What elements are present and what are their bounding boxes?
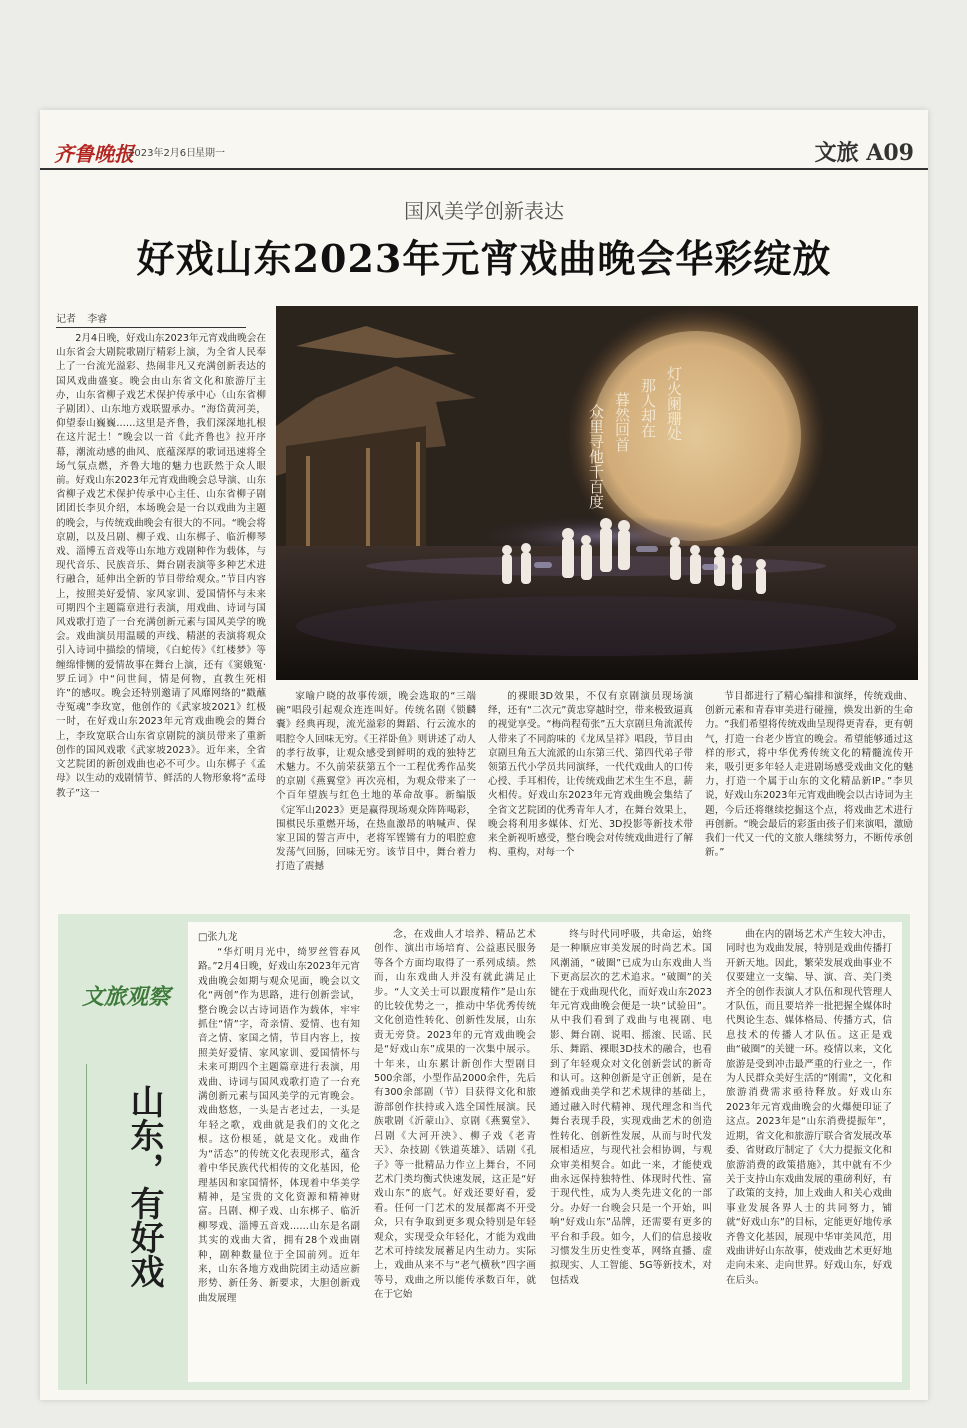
- byline-name: 李睿: [87, 314, 108, 325]
- sidebar-column-1: [198, 946, 360, 1376]
- calligraphy-line-2: 那人却在: [639, 378, 657, 438]
- article-text: 的裸眼3D效果，不仅有京剧演员现场演绎，还有“二次元”黄忠穿越时空，带来极致逼真的视觉享受。“梅尚程荀张”五大京剧旦角流派传人带来了不同韵味的《龙凤呈祥》唱段，节目由京剧旦角五大流派的山东第三代、第四代弟子带领第五代小学员共同演绎，一代代戏曲人的口传心授、手耳相传，让传统戏曲艺术生生不息，薪火相传。好戏山东2023年元宵戏曲晚会集结了全省文艺院团的优秀青年人才，在舞台效果上，晚会将利用多媒体、灯光、3D投影等新技术带来全新视听感受，整台晚会对传统戏曲进行了解构、重构，对每一个: [488, 691, 693, 859]
- article-text: 2月4日晚，好戏山东2023年元宵戏曲晚会在山东省会大剧院歌剧厅精彩上演，为全省人民奉上了一台流光溢彩、热闹非凡又充满创新表达的国风戏曲盛宴。晚会由山东省文化和旅游厅主办，山东省柳子戏艺术保护传承中心（山东省柳子剧团）、山东地方戏联盟承办。“海岱黄河美，仰望泰山巍巍……这里是齐鲁，我们深深地扎根在这片泥土！”晚会以一首《此齐鲁也》拉开序幕，潮流动感的曲风、底蕴深厚的歌词迅速将全场气氛点燃，齐鲁大地的魅力也跃然于众人眼前。好戏山东2023年元宵戏曲晚会总导演、山东省柳子戏艺术保护传承中心主任、山东省柳子剧团团长李贝介绍，本场晚会是一台以戏曲为主题的晚会，与传统戏曲晚会有很大的不同。“晚会将京剧，以及吕剧、柳子戏、山东梆子、临沂柳琴戏、淄博五音戏等山东地方戏剧种作为载体，与现代音乐、民族音乐、舞台剧表演等多种艺术进行融合，延伸出全新的节目带给观众。”节目内容上，按照美好爱情、家风家训、爱国情怀与未来可期四个主题篇章进行表演，用戏曲、诗词与国风戏歌打造了一台充满创新元素与国风美学的晚会。戏曲演员用温暖的声线、精湛的表演将观众引入诗词中描绘的情境，《白蛇传》《红楼梦》等缠绵悱恻的爱情故事在舞台上演，还有《窦娥冤·罗丘词》中“问世间，情是何物，直教生死相许”的感叹。晚会还特别邀请了风靡网络的“戳蘸寺冤魂”李玫宽，他创作的《武家坡2021》红极一时，在好戏山东2023年元宵戏曲晚会的舞台上，李玫宽联合山东省京剧院的演员带来了重新创作的国风戏歌《武家坡2023》。近年来，全省文艺院团的新创戏曲也必不可少。山东梆子《孟母》以生动的戏剧情节、鲜活的人物形象将“孟母教子”这一: [56, 333, 266, 799]
- article-column-2: [276, 690, 476, 898]
- sidebar-text: “华灯明月光中，绮罗丝管春风路。”2月4日晚，好戏山东2023年元宵戏曲晚会如期与观众见面，晚会以文化“两创”作为思路，进行创新尝试，整台晚会以古诗词语作为载体，牢牢抓住“情”字，奇亲情、爱情、也有知音之情、家国之情，节目内容上，按照美好爱情、家风家训、爱国情怀与未来可期四个主题篇章进行表演，用戏曲、诗词与国风戏歌打造了一台充满创新元素与国风美学的元宵晚会。戏曲悠悠，一头是古老过去，一头是年轻之歌，戏曲就是我们的文化之根。这份根延，就是文化。戏曲作为“活态”的传统文化表现形式，蕴含着中华民族代代相传的文化基因，伦理基因和家国情怀，体现着中华美学精神，是宝贵的文化资源和精神财富。吕剧、柳子戏、山东梆子、临沂柳琴戏、淄博五音戏……山东是名副其实的戏曲大省，拥有28个戏曲剧种，剧种数量位于全国前列。近年来，山东各地方戏曲院团主动适应新形势、新任务、新要求，大胆创新戏曲发展理: [198, 947, 360, 1304]
- byline-label: 记者: [56, 314, 76, 325]
- sidebar-text: 念，在戏曲人才培养、精品艺术创作、演出市场培育、公益惠民服务等各个方面均取得了一系列成绩。然而，山东戏曲人并没有就此满足止步。“人文关士可以跟度精作”是山东的比较优势之一，推动中华优秀传统文化创造性转化、创新性发展，山东责无旁贷。2023年的元宵戏曲晚会是“好戏山东”成果的一次集中展示。十年来，山东累计新创作大型剧目500余部，小型作品2000余件，先后有300余部剧（节）目获得文化和旅游部创作扶持或入选全国性展演。民族歌剧《沂蒙山》、京剧《燕翼堂》、吕剧《大河开泱》、柳子戏《老青天》、杂技剧《铁道英雄》、话剧《孔子》等一批精品力作立上舞台，不同艺术门类均衡式快速发展，这正是“好戏山东”的底气。好戏还要好看，爱看。任何一门艺术的发展都离不开受众，只有争取到更多观众特别是年轻观众，实现受众年轻化，才能为戏曲艺术可持续发展蓄足内生动力。实际上，戏曲从来不与“老气横秋”四字画等号，戏曲之所以能传承数百年，就在于它始: [374, 929, 536, 1301]
- article-kicker: 国风美学创新表达: [404, 199, 564, 223]
- column-logo: [68, 940, 180, 1010]
- issue-weekday: 星期一: [195, 148, 225, 159]
- sidebar-column-3: [550, 928, 712, 1376]
- sidebar-column-4: [726, 928, 892, 1376]
- sidebar-author: □张九龙: [198, 932, 238, 943]
- article-column-4: [705, 690, 913, 898]
- calligraphy-line-1: 灯火阑珊处: [665, 366, 683, 441]
- stage-photo-graphic: [276, 306, 918, 680]
- sidebar-title: 山东，有好戏: [124, 1084, 164, 1288]
- masthead: [40, 110, 928, 170]
- article-column-1: [56, 332, 266, 898]
- article-text: 节目都进行了精心编排和演绎，传统戏曲、创新元素和青春审美进行碰撞，焕发出新的生命力。“我们希望将传统戏曲呈现得更青春，更有朝气，打造一台老少皆宜的晚会。希望能够通过这样的形式，将中华优秀传统文化的精髓流传开来，吸引更多年轻人走进剧场感受戏曲文化的魅力，打造一个属于山东的文化精品新IP。”李贝说，好戏山东2023年元宵戏曲晚会以古诗词为主题，今后还将继续挖掘这个点，将戏曲艺术进行再创新。“晚会最后的彩蛋由孩子们来演唱，激励我们一代又一代的文旅人继续努力，不断传承创新。”: [705, 691, 913, 859]
- sidebar-column-2: [374, 928, 536, 1376]
- column-logo-text: 文旅观察: [82, 984, 171, 1010]
- newspaper-logo: 齐鲁晚报: [54, 142, 134, 166]
- stage-photo: [276, 306, 918, 680]
- sidebar-text: 终与时代同呼吸，共命运，始终是一种顺应审美发展的时尚艺术。国风潮涌，“破圈”已成为山东戏曲人当下更高层次的艺术追求。“破圈”的关键在于戏曲现代化，而好戏山东2023年元宵戏曲晚会便是一块“试验田”。从中我们看到了戏曲与电视剧、电影、舞台剧、说唱、摇滚、民谣、民乐、舞蹈、裸眼3D技术的融合，也看到了年轻观众对文化创新尝试的新奇和认可。这种创新是守正创新，是在遵循戏曲美学和艺术规律的基础上，通过融入时代精神、现代理念和当代舞台表现手段，实现戏曲艺术的创造性转化、创新性发展，从而与时代发展相适应，与现代社会相协调，与观众审美相契合。如此一来，才能使戏曲永远保持独特性、体现时代性、富于现代性，成为人类先进文化的一部分。办好一台晚会只是一个开始，叫响“好戏山东”品牌，还需要有更多的平台和手段。如今，人们的信息接收习惯发生历史性变革，网络直播、虚拟现实、人工智能、5G等新技术，对包括戏: [550, 929, 712, 1286]
- newspaper-page: [40, 110, 928, 1400]
- calligraphy-line-4: 众里寻他千百度: [587, 404, 605, 509]
- article-headline: 好戏山东2023年元宵戏曲晚会华彩绽放: [136, 236, 832, 281]
- sidebar-text: 曲在内的剧场艺术产生较大冲击，同时也为戏曲发展，特别是戏曲传播打开新天地。因此，繁荣发展戏曲事业不仅要建立一支编、导、演、音、美门类齐全的创作表演人才队伍和现代管理人才队伍，而且要培养一批把握全媒体时代舆论生态、媒体格局、传播方式，信息技术的传播人才队伍。这正是戏曲“破圈”的关键一环。疫情以来，文化旅游是受到冲击最严重的行业之一，作为人民群众美好生活的“刚需”，文化和旅游消费需求亟待释放。好戏山东2023年元宵戏曲晚会的火爆便印证了这点。2023年是“山东消费提振年”，近期，省文化和旅游厅联合省发展改革委、省财政厅制定了《大力提振文化和旅游消费的政策措施》，其中就有不少关于支持山东戏曲发展的重磅利好，有了政策的支持，加上戏曲人和关心戏曲事业发展各界人士的共同努力，铺就“好戏山东”的目标，定能更好地传承齐鲁文化基因，展现中华审美风范，用戏曲讲好山东故事，使戏曲艺术更好地走向未来、走向世界。好戏山东，好戏在后头。: [726, 929, 892, 1286]
- calligraphy-line-3: 暮然回首: [613, 392, 631, 452]
- sidebar-body: [188, 922, 902, 1382]
- article-text: 家喻户晓的故事传颂，晚会选取的“三端碗”唱段引起观众连连叫好。传统名剧《锁麟囊》经典再现，流光溢彩的舞蹈、行云流水的唱腔令人回味无穷。《王祥卧鱼》则讲述了动人的孝行故事，让观众感受到鲜明的戏的独特艺术魅力。不久前荣获第五个一工程优秀作品奖的京剧《燕翼堂》再次亮相，为观众带来了一个百年望族与红色土地的革命故事。新编版《定军山2023》更是赢得现场观众阵阵喝彩，围棋民乐重燃开场，在热血激昂的呐喊声、保家卫国的誓言声中，老将军铿锵有力的唱腔愈发荡气回肠，回味无穷。该节目中，舞台着力打造了震撼: [276, 691, 476, 873]
- article-column-3: [488, 690, 693, 898]
- section-label: 文旅 A09: [814, 140, 914, 166]
- issue-date: 2023年2月6日: [128, 148, 197, 159]
- commentary-sidebar: [58, 914, 910, 1390]
- byline: [56, 310, 246, 328]
